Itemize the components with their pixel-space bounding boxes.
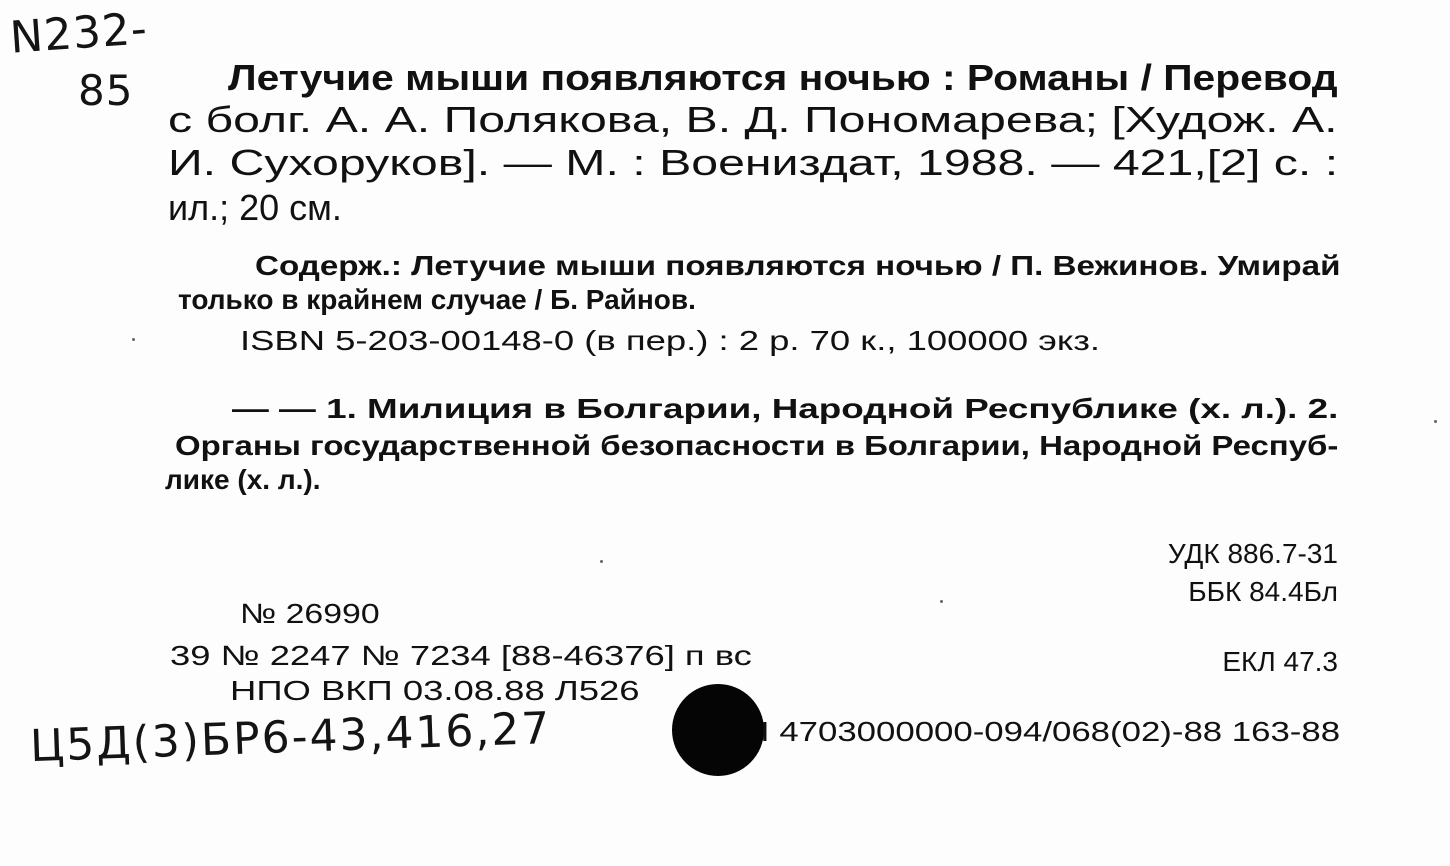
subject-headings-line-1: — — 1. Милиция в Болгарии, Народной Республике (х. л.). 2. bbox=[232, 393, 1339, 424]
card-number: № 26990 bbox=[240, 598, 380, 629]
description-translators: с болг. А. А. Полякова, В. Д. Пономарева; [Худож. А. bbox=[168, 99, 1338, 140]
handwritten-classification-code: Ц5Д(3)БР6-43,416,27 bbox=[29, 702, 553, 773]
speck bbox=[132, 338, 135, 341]
speck bbox=[940, 600, 943, 603]
handwritten-shelf-mark: N232- bbox=[8, 3, 150, 64]
description-imprint: И. Сухоруков]. — М. : Воениздат, 1988. — 421,[2] с. : bbox=[168, 142, 1339, 183]
ekl-code: ЕКЛ 47.3 bbox=[1222, 646, 1338, 677]
bbk-code: ББК 84.4Бл bbox=[1188, 576, 1338, 607]
handwritten-shelf-mark-year: 85 bbox=[78, 66, 134, 115]
contents-line-1: Содерж.: Летучие мыши появляются ночью / П. Вежинов. Умирай bbox=[255, 250, 1341, 281]
udk-code: УДК 886.7-31 bbox=[1167, 538, 1338, 569]
punch-hole bbox=[672, 684, 764, 776]
printing-line: НПО ВКП 03.08.88 Л526 bbox=[230, 675, 640, 706]
print-code-line: I 4703000000-094/068(02)-88 163-88 bbox=[760, 716, 1341, 747]
description-physical: ил.; 20 см. bbox=[168, 187, 342, 228]
isbn-line: ISBN 5-203-00148-0 (в пер.) : 2 р. 70 к., 100000 экз. bbox=[240, 325, 1101, 356]
subject-headings-line-3: лике (х. л.). bbox=[165, 464, 321, 495]
speck bbox=[1434, 420, 1437, 423]
registration-line: 39 № 2247 № 7234 [88-46376] п вс bbox=[170, 640, 752, 671]
speck bbox=[600, 560, 603, 563]
subject-headings-line-2: Органы государственной безопасности в Болгарии, Народной Респуб- bbox=[175, 430, 1339, 461]
title-line bbox=[228, 57, 1338, 98]
title-text: Летучие мыши появляются ночью : Романы / Перевод bbox=[228, 57, 1338, 98]
contents-line-2: только в крайнем случае / Б. Райнов. bbox=[178, 284, 696, 315]
